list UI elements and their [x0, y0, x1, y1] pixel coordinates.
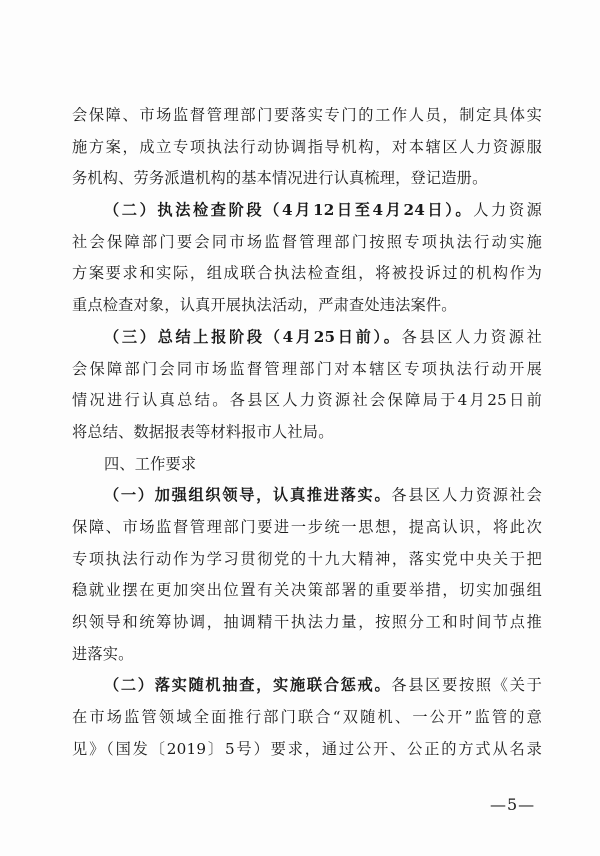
text-line: 会保障部门会同市场监督管理部门对本辖区专项执法行动开展 [72, 359, 542, 378]
text-line: 社会保障部门要会同市场监督管理部门按照专项执法行动实施 [72, 232, 542, 251]
section-heading: （二）执法检查阶段（4月12日至4月24日）。 [104, 201, 474, 220]
text-line: 会保障、市场监督管理部门要落实专门的工作人员，制定具体实 [72, 106, 542, 124]
text-line: 见》（国发〔2019〕5号）要求，通过公开、公正的方式从名录 [72, 739, 542, 758]
text-line: 情况进行认真总结。各县区人力资源社会保障局于4月25日前 [72, 391, 542, 410]
page-number: —5— [490, 795, 536, 814]
text-line: 进落实。 [72, 644, 134, 663]
section-heading: （三）总结上报阶段（4月25日前）。 [104, 327, 402, 346]
text-line: 重点检查对象，认真开展执法活动，严肃查处违法案件。 [72, 296, 457, 315]
section-heading-line: （二）落实随机抽查，实施联合惩戒。各县区要按照《关于 [104, 676, 542, 695]
text-line: 务机构、劳务派遣机构的基本情况进行认真梳理，登记造册。 [72, 169, 488, 188]
section-heading-line: （三）总结上报阶段（4月25日前）。各县区人力资源社 [104, 327, 542, 346]
section-heading: （二）落实随机抽查，实施联合惩戒。 [104, 676, 392, 695]
section-heading-line: （一）加强组织领导，认真推进落实。各县区人力资源社会 [104, 486, 542, 505]
section-heading: （一）加强组织领导，认真推进落实。 [104, 486, 392, 505]
text-line: 施方案，成立专项执法行动协调指导机构，对本辖区人力资源服 [72, 137, 542, 156]
text-line: 稳就业摆在更加突出位置有关决策部署的重要举措，切实加强组 [72, 581, 542, 600]
text-line: 在市场监管领域全面推行部门联合“双随机、一公开”监管的意 [72, 708, 542, 727]
text-line: 将总结、数据报表等材料报市人社局。 [72, 422, 334, 441]
text-line: 织领导和统筹协调，抽调精干执法力量，按照分工和时间节点推 [72, 613, 542, 631]
document-body [72, 100, 542, 765]
chapter-heading: 四、工作要求 [104, 454, 197, 473]
text-line: 专项执法行动作为学习贯彻党的十九大精神，落实党中央关于把 [72, 549, 542, 568]
section-heading-line: （二）执法检查阶段（4月12日至4月24日）。人力资源 [104, 201, 542, 220]
text-line: 保障、市场监督管理部门要进一步统一思想，提高认识，将此次 [72, 517, 542, 536]
text-line: 方案要求和实际，组成联合执法检查组，将被投诉过的机构作为 [72, 264, 542, 283]
